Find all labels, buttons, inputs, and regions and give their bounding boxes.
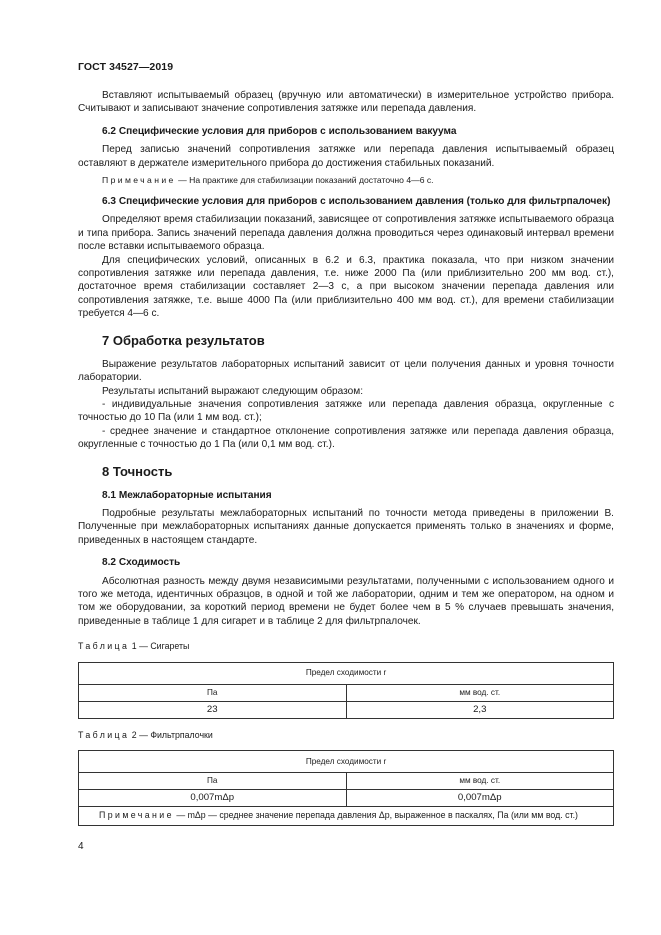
table-1-caption-label: Таблица: [78, 641, 130, 652]
note-label: Примечание: [102, 175, 176, 186]
section-6-3-paragraph-2: Для специфических условий, описанных в 6.2 и 6.3, практика показала, что при низком значении сопротивления затяжке или перепада давления, т.е. ниже 2000 Па (или приблизительно 200 мм вод. ст.), достаточное время стабилизации составляет 2—3 с, а при высоком значении перепада давления или сопротивления затяжке, т.е. выше 4000 Па (или приблизительно 400 мм вод. ст.), для времени стабилизации требуется 4—6 с.: [78, 254, 614, 320]
table-1: [78, 662, 614, 719]
section-8-title: 8 Точность: [102, 463, 173, 479]
intro-paragraph: Вставляют испытываемый образец (вручную или автоматически) в измерительное устройство прибора. Считывают и записывают значение сопротивления затяжке или перепада давления.: [78, 90, 614, 115]
section-7-title: 7 Обработка результатов: [102, 332, 265, 348]
section-6-2-title: 6.2 Специфические условия для приборов с использованием вакуума: [102, 125, 457, 137]
section-7-list-item-2: - среднее значение и стандартное отклонение сопротивления затяжке или перепада давления образца, округленные с точностью до 1 Па (или 0,1 мм вод. ст.).: [78, 425, 614, 451]
table-2: [78, 750, 614, 826]
table-1-header: Предел сходимости r: [79, 662, 614, 684]
standard-code: ГОСТ 34527—2019: [78, 61, 174, 73]
section-8-2-paragraph: Абсолютная разность между двумя независимыми результатами, полученными с использованием одного и того же метода, идентичных образцов, в одной и той же лаборатории, одним и тем же оператором, на одном и том же оборудовании, за короткий период времени не будет более чем в 5 % случаев превышать значения, приведенные в таблице 1 для сигарет и в таблице 2 для фильтрпалочек.: [78, 575, 614, 627]
table-1-caption-text: 1 — Сигареты: [129, 641, 190, 652]
table-2-caption-text: 2 — Фильтрпалочки: [129, 729, 213, 740]
table-2-caption: [78, 729, 614, 742]
page-content: [78, 89, 614, 826]
table-1-value-mm: 2,3: [346, 701, 614, 718]
section-6-2-paragraph: Перед записью значений сопротивления затяжке или перепада давления испытываемый образец оставляют в держателе измерительного прибора до достижения стабильных показаний.: [78, 144, 614, 169]
table-2-caption-label: Таблица: [78, 729, 130, 740]
section-8-1-title: 8.1 Межлабораторные испытания: [102, 489, 272, 501]
section-7-paragraph-1: Выражение результатов лабораторных испытаний зависит от цели получения данных и уровня точности лаборатории.: [78, 358, 614, 384]
note-text: — На практике для стабилизации показаний достаточно 4—6 с.: [175, 175, 434, 186]
page-number: 4: [78, 841, 84, 852]
table-2-note-text: — mΔp — среднее значение перепада давления Δp, выраженное в паскалях, Па (или мм вод. ст.): [173, 810, 578, 821]
table-2-value-mm: 0,007mΔp: [346, 790, 614, 807]
table-2-value-pa: 0,007mΔp: [79, 790, 347, 807]
table-2-note: [79, 807, 614, 826]
section-6-2-note: [78, 174, 614, 186]
section-6-3-title: 6.3 Специфические условия для приборов с использованием давления (только для фильтрпалочек): [102, 196, 611, 208]
section-7-list-item-1: - индивидуальные значения сопротивления затяжке или перепада давления образца, округленные с точностью до 10 Па (или 1 мм вод. ст.);: [78, 398, 614, 424]
section-7-paragraph-2: Результаты испытаний выражают следующим образом:: [102, 385, 364, 397]
table-2-header: Предел сходимости r: [79, 751, 614, 773]
section-8-2-title: 8.2 Сходимость: [102, 557, 181, 569]
table-2-col-pa: Па: [79, 773, 347, 790]
table-1-col-pa: Па: [79, 684, 347, 701]
table-1-value-pa: 23: [79, 701, 347, 718]
table-2-note-label: Примечание: [99, 810, 174, 821]
table-1-caption: [78, 640, 614, 653]
table-2-col-mm: мм вод. ст.: [346, 773, 614, 790]
section-6-3-paragraph-1: Определяют время стабилизации показаний, зависящее от сопротивления затяжке испытываемого образца и типа прибора. Запись значений перепада давления должна проводиться через одинаковый интервал времени после вставки испытываемого образца.: [78, 214, 614, 253]
table-1-col-mm: мм вод. ст.: [346, 684, 614, 701]
section-8-1-paragraph: Подробные результаты межлабораторных испытаний по точности метода приведены в приложении В. Полученные при межлабораторных испытаниях данные допускается применять только в значениях и форме, приведенных в настоящем стандарте.: [78, 507, 614, 546]
